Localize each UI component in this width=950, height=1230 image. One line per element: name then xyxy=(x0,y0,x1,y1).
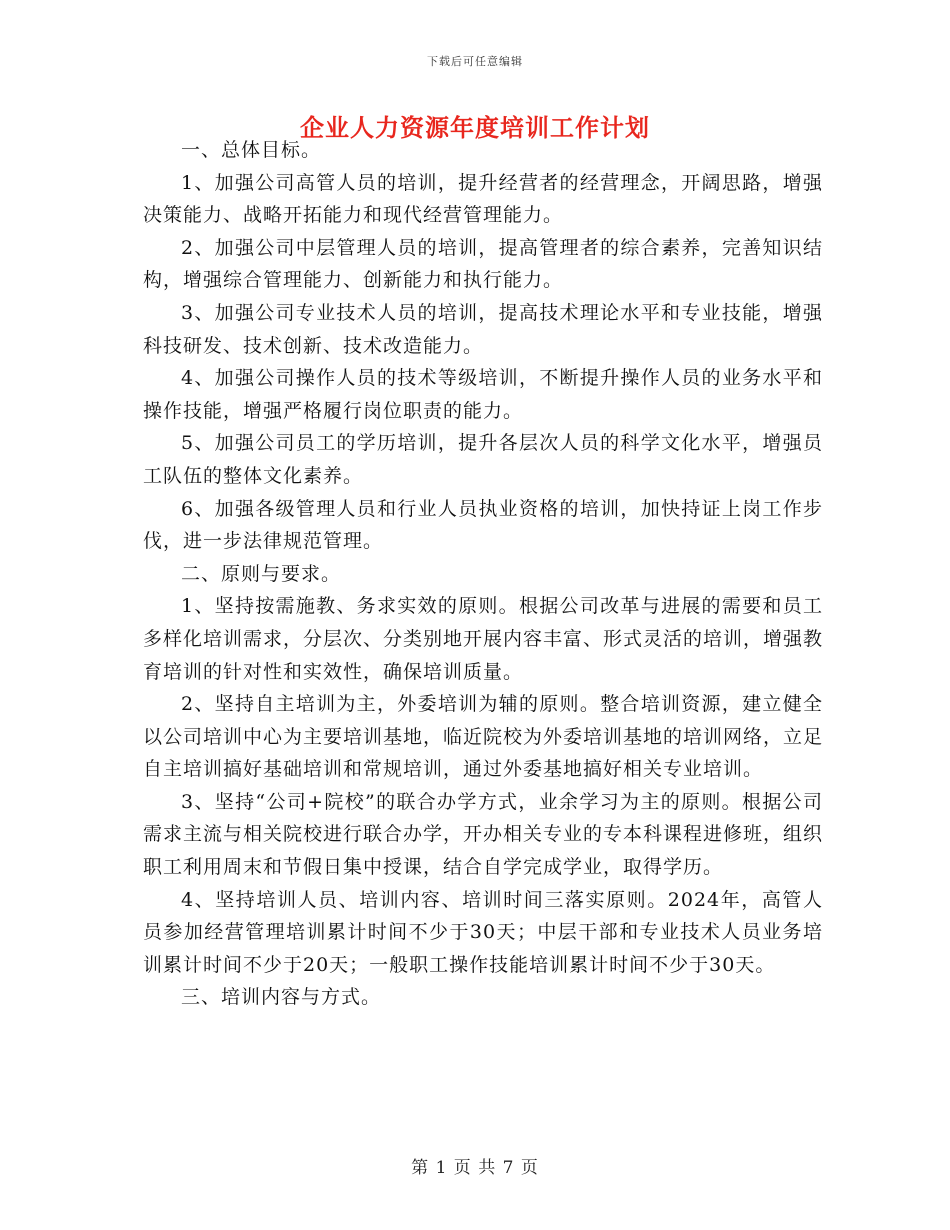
section-heading-goals: 一、总体目标。 xyxy=(181,139,322,161)
paragraph: 6、加强各级管理人员和行业人员执业资格的培训，加快持证上岗工作步伐，进一步法律规范管理。 xyxy=(143,497,823,553)
paragraph: 1、加强公司高管人员的培训，提升经营者的经营理念，开阔思路，增强决策能力、战略开拓能力和现代经营管理能力。 xyxy=(143,171,823,227)
page-current: 1 xyxy=(435,1158,448,1178)
section-heading-content: 三、培训内容与方式。 xyxy=(181,986,382,1009)
paragraph: 2、加强公司中层管理人员的培训，提高管理者的综合素养，完善知识结构，增强综合管理能力、创新能力和执行能力。 xyxy=(143,236,823,292)
paragraph: 1、坚持按需施教、务求实效的原则。根据公司改革与进展的需要和员工多样化培训需求，分层次、分类别地开展内容丰富、形式灵活的培训，增强教育培训的针对性和实效性，确保培训质量。 xyxy=(143,595,824,683)
page-number xyxy=(0,1153,950,1178)
paragraph: 5、加强公司员工的学历培训，提升各层次人员的科学文化水平，增强员工队伍的整体文化素养。 xyxy=(143,432,823,487)
page-prefix: 第 xyxy=(411,1158,430,1178)
page-total: 7 xyxy=(502,1158,515,1178)
section-heading-principles: 二、原则与要求。 xyxy=(181,562,342,585)
paragraph: 3、加强公司专业技术人员的培训，提高技术理论水平和专业技能，增强科技研发、技术创新、技术改造能力。 xyxy=(143,301,823,357)
paragraph: 3、坚持“公司+院校”的联合办学方式，业余学习为主的原则。根据公司需求主流与相关院校进行联合办学，开办相关专业的专本科课程进修班，组织职工利用周末和节假日集中授课，结合自学完成学业，取得学历。 xyxy=(143,790,824,879)
document-body xyxy=(143,134,823,1014)
page-mid: 页 共 xyxy=(453,1158,497,1178)
paragraph: 4、坚持培训人员、培训内容、培训时间三落实原则。2024年，高管人员参加经营管理培训累计时间不少于30天；中层干部和专业技术人员业务培训累计时间不少于20天；一般职工操作技能培训累计时间不少于30天。 xyxy=(143,888,823,976)
paragraph: 4、加强公司操作人员的技术等级培训，不断提升操作人员的业务水平和操作技能，增强严格履行岗位职责的能力。 xyxy=(143,367,823,422)
header-note: 下载后可任意编辑 xyxy=(427,55,523,68)
document-title: 企业人力资源年度培训工作计划 xyxy=(300,113,650,142)
paragraph: 2、坚持自主培训为主，外委培训为辅的原则。整合培训资源，建立健全以公司培训中心为主要培训基地，临近院校为外委培训基地的培训网络，立足自主培训搞好基础培训和常规培训，通过外委基地搞好相关专业培训。 xyxy=(143,693,824,781)
page-suffix: 页 xyxy=(520,1158,539,1178)
